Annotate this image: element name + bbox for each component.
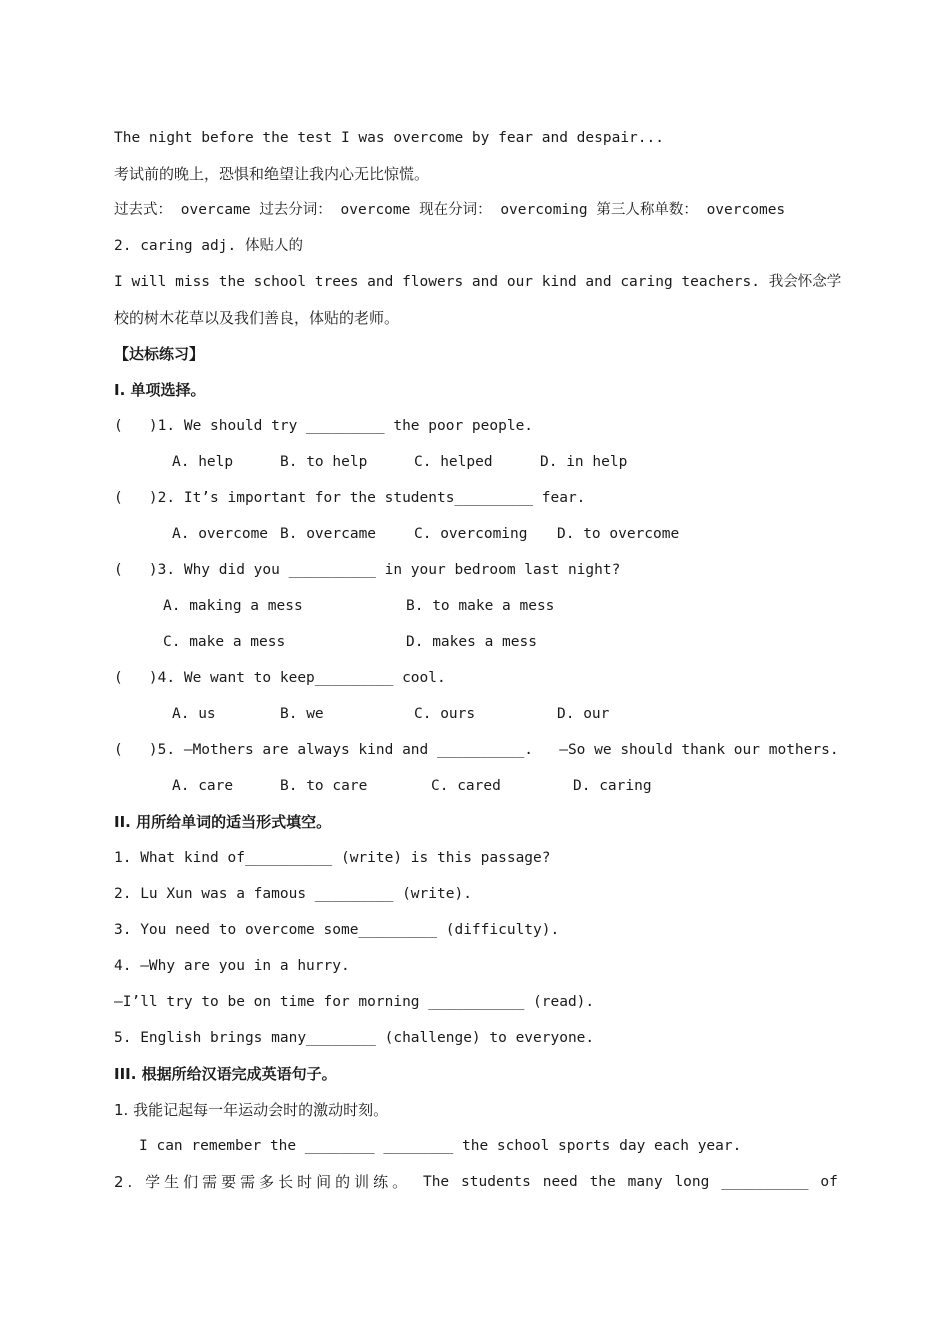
fill-item-3: 3. You need to overcome some_________ (difficulty).: [114, 922, 560, 938]
option-d[interactable]: D. in help: [540, 454, 628, 470]
translate-item-1-en: I can remember the ________ ________ the school sports day each year.: [139, 1138, 742, 1154]
fill-item-1: 1. What kind of__________ (write) is this passage?: [114, 850, 551, 866]
option-c[interactable]: C. ours: [414, 706, 476, 722]
option-b[interactable]: B. to make a mess: [406, 598, 555, 614]
question-3-options-row1: [114, 588, 838, 624]
fill-item-4b: —I’ll try to be on time for morning ___________ (read).: [114, 994, 595, 1010]
option-a[interactable]: A. making a mess: [163, 598, 303, 614]
option-a[interactable]: A. help: [172, 454, 234, 470]
question-1-options: [114, 444, 838, 480]
overcome-example-en: The night before the test I was overcome by fear and despair...: [114, 130, 664, 146]
option-a[interactable]: A. care: [172, 778, 234, 794]
en-word: of: [820, 1174, 838, 1190]
option-a[interactable]: A. overcome: [172, 526, 269, 542]
option-c[interactable]: C. overcoming: [414, 526, 528, 542]
caring-example-line1: I will miss the school trees and flowers and our kind and caring teachers. 我会怀念学: [114, 274, 842, 290]
translate-item-2-cn: 2. 学生们需要需多长时间的训练。: [114, 1173, 412, 1191]
section3-title: III. 根据所给汉语完成英语句子。: [114, 1065, 337, 1083]
caring-example-line2: 校的树木花草以及我们善良，体贴的老师。: [114, 309, 400, 327]
question-1-stem: ( )1. We should try _________ the poor people.: [114, 418, 534, 434]
option-d[interactable]: D. our: [557, 706, 610, 722]
question-3-options-row2: [114, 624, 838, 660]
fill-item-2: 2. Lu Xun was a famous _________ (write).: [114, 886, 472, 902]
section2-title: II. 用所给单词的适当形式填空。: [114, 813, 332, 831]
option-d[interactable]: D. caring: [573, 778, 652, 794]
overcome-forms: 过去式： overcame 过去分词： overcome 现在分词： overcoming 第三人称单数： overcomes: [114, 202, 786, 218]
option-b[interactable]: B. to care: [280, 778, 368, 794]
option-b[interactable]: B. we: [280, 706, 324, 722]
option-c[interactable]: C. make a mess: [163, 634, 286, 650]
fill-item-5: 5. English brings many________ (challenge) to everyone.: [114, 1030, 595, 1046]
section1-title: I. 单项选择。: [114, 381, 206, 399]
option-d[interactable]: D. makes a mess: [406, 634, 537, 650]
question-4-options: [114, 696, 838, 732]
question-4-stem: ( )4. We want to keep_________ cool.: [114, 670, 446, 686]
translate-item-1-cn: 1. 我能记起每一年运动会时的激动时刻。: [114, 1101, 389, 1119]
en-word: the: [589, 1174, 616, 1190]
answer-blank[interactable]: __________: [721, 1174, 809, 1190]
option-b[interactable]: B. to help: [280, 454, 368, 470]
option-d[interactable]: D. to overcome: [557, 526, 680, 542]
question-5-stem: ( )5. —Mothers are always kind and __________. —So we should thank our mothers.: [114, 742, 839, 758]
practice-heading: 【达标练习】: [114, 345, 205, 363]
en-word: need: [542, 1174, 578, 1190]
question-2-stem: ( )2. It’s important for the students_________ fear.: [114, 490, 586, 506]
option-b[interactable]: B. overcame: [280, 526, 377, 542]
en-word: students: [461, 1174, 531, 1190]
option-a[interactable]: A. us: [172, 706, 216, 722]
en-word: many: [627, 1174, 663, 1190]
translate-item-2: [114, 1164, 838, 1200]
fill-item-4a: 4. —Why are you in a hurry.: [114, 958, 350, 974]
en-word: The: [422, 1174, 450, 1190]
option-c[interactable]: C. helped: [414, 454, 493, 470]
caring-head: 2. caring adj. 体贴人的: [114, 238, 303, 254]
question-5-options: [114, 768, 838, 804]
option-c[interactable]: C. cared: [431, 778, 501, 794]
question-2-options: [114, 516, 838, 552]
question-3-stem: ( )3. Why did you __________ in your bedroom last night?: [114, 562, 621, 578]
document-page: [114, 120, 842, 1200]
overcome-example-cn: 考试前的晚上，恐惧和绝望让我内心无比惊慌。: [114, 165, 430, 183]
en-word: long: [674, 1174, 710, 1190]
